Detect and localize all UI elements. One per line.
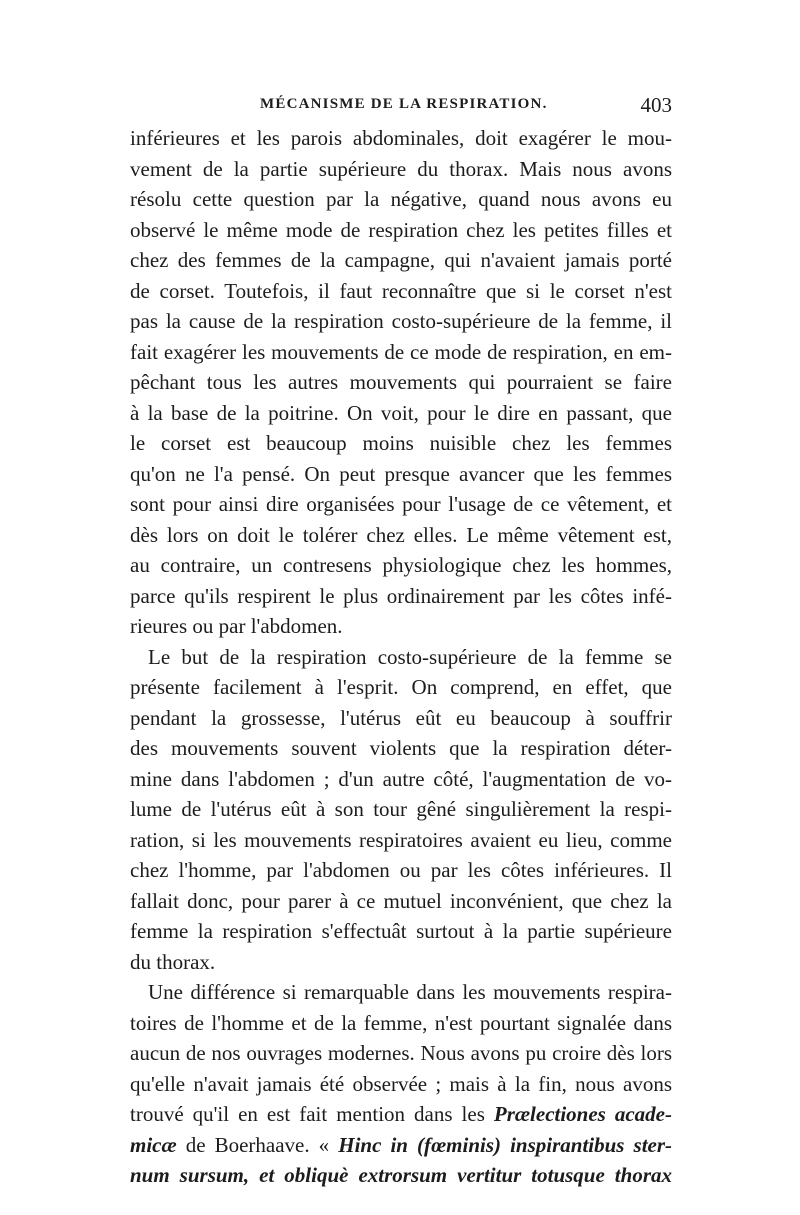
text-line: fait exagérer les mouvements de ce mode de respiration, en em-: [130, 339, 672, 364]
text-line: au contraire, un contresens physiologique chez les hommes,: [130, 553, 672, 577]
latin-quote: Hinc in (fœminis) inspirantibus ster-: [338, 1132, 672, 1157]
latin-title: Prælectiones acade-: [493, 1102, 672, 1126]
latin-title-end: micæ: [130, 1132, 177, 1157]
text-segment: trouvé qu'il en est fait mention dans les: [130, 1102, 485, 1126]
text-line: inférieures et les parois abdominales, doit exagérer le mou-: [130, 126, 672, 150]
latin-quote-line: num sursum, et obliquè extrorsum vertitur totusque thorax: [130, 1163, 672, 1187]
text-line: chez l'homme, par l'abdomen ou par les côtes inférieures. Il: [130, 858, 672, 882]
text-line: [130, 1130, 672, 1161]
text-line: qu'on ne l'a pensé. On peut presque avancer que les femmes: [130, 461, 672, 486]
text-line: vement de la partie supérieure du thorax. Mais nous avons: [130, 156, 672, 181]
text-segment: de Boerhaave. «: [185, 1132, 330, 1157]
text-line: sont pour ainsi dire organisées pour l'usage de ce vêtement, et: [130, 492, 672, 516]
text-line: fallait donc, pour parer à ce mutuel inconvénient, que chez la: [130, 888, 672, 913]
text-line: pendant la grossesse, l'utérus eût eu beaucoup à souffrir: [130, 705, 672, 730]
page-number: 403: [640, 93, 672, 117]
text-line: pêchant tous les autres mouvements qui pourraient se faire: [130, 370, 672, 394]
paragraph-end-line: rieures ou par l'abdomen.: [130, 614, 343, 638]
text-line: [130, 1099, 672, 1130]
paragraph-start-line: Le but de la respiration costo-supérieure de la femme se: [148, 644, 672, 669]
text-line: toires de l'homme et de la femme, n'est pourtant signalée dans: [130, 1010, 672, 1035]
text-line: parce qu'ils respirent le plus ordinairement par les côtes infé-: [130, 583, 672, 608]
text-line: de corset. Toutefois, il faut reconnaître que si le corset n'est: [130, 278, 672, 303]
text-line: lume de l'utérus eût à son tour gêné singulièrement la respi-: [130, 797, 672, 821]
paragraph-end-line: du thorax.: [130, 949, 216, 974]
text-line: qu'elle n'avait jamais été observée ; mais à la fin, nous avons: [130, 1071, 672, 1096]
text-line: femme la respiration s'effectuât surtout à la partie supérieure: [130, 919, 672, 943]
paragraph-start-line: Une différence si remarquable dans les mouvements respira-: [148, 980, 672, 1004]
text-line: ration, si les mouvements respiratoires avaient eu lieu, comme: [130, 827, 672, 852]
text-line: mine dans l'abdomen ; d'un autre côté, l'augmentation de vo-: [130, 766, 672, 791]
text-line: aucun de nos ouvrages modernes. Nous avons pu croire dès lors: [130, 1041, 672, 1065]
text-line: résolu cette question par la négative, quand nous avons eu: [130, 187, 672, 211]
text-line: à la base de la poitrine. On voit, pour le dire en passant, que: [130, 400, 672, 425]
text-line: observé le même mode de respiration chez les petites filles et: [130, 217, 672, 242]
body-text: [130, 123, 672, 1191]
text-line: le corset est beaucoup moins nuisible chez les femmes: [130, 431, 672, 455]
text-line: présente facilement à l'esprit. On comprend, en effet, que: [130, 675, 672, 699]
text-line: chez des femmes de la campagne, qui n'avaient jamais porté: [130, 248, 672, 272]
page-header: [130, 93, 672, 122]
running-title: MÉCANISME DE LA RESPIRATION.: [260, 96, 548, 112]
text-line: pas la cause de la respiration costo-supérieure de la femme, il: [130, 309, 672, 333]
text-line: des mouvements souvent violents que la respiration déter-: [130, 736, 672, 760]
text-line: dès lors on doit le tolérer chez elles. Le même vêtement est,: [130, 522, 672, 547]
